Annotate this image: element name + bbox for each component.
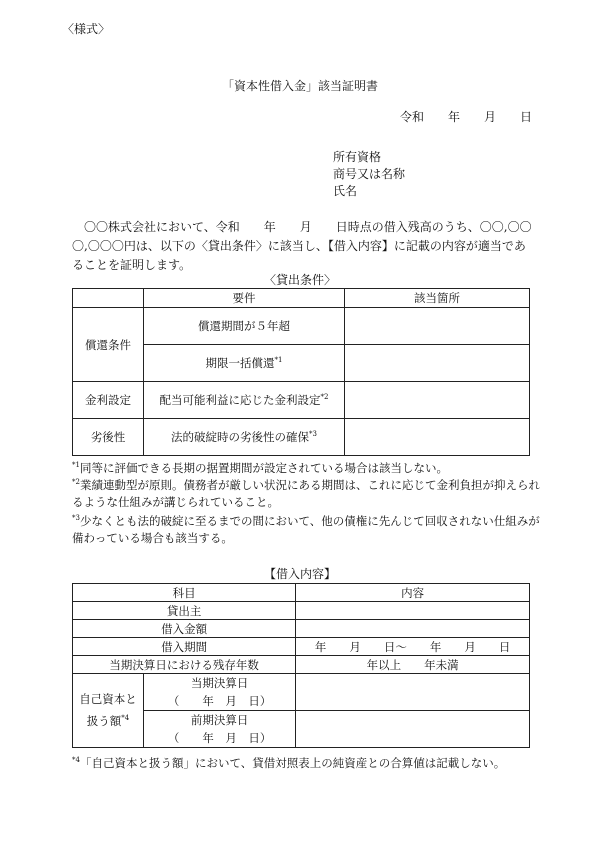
previous-fy-value bbox=[296, 711, 530, 748]
conditions-applicable-cell bbox=[345, 308, 530, 345]
loan-period-value: 年 月 日〜 年 月 日 bbox=[296, 638, 530, 656]
conditions-requirement: 期限一括償還 bbox=[205, 356, 275, 370]
equity-label-line2 bbox=[73, 709, 143, 731]
current-fy-date: （ 年 月 日） bbox=[167, 694, 272, 708]
loan-lender-label: 貸出主 bbox=[73, 602, 296, 620]
loan-col-content: 内容 bbox=[296, 584, 530, 602]
conditions-requirement: 配当可能利益に応じた金利設定 bbox=[159, 393, 321, 407]
conditions-applicable-cell bbox=[345, 419, 530, 456]
conditions-heading: 〈貸出条件〉 bbox=[263, 273, 336, 287]
conditions-requirement-cell bbox=[144, 345, 345, 382]
footnote-mark: *3 bbox=[309, 430, 317, 439]
certification-text: 〇〇株式会社において、令和 年 月 日時点の借入残高のうち、〇〇,〇〇〇,〇〇〇円は、以下の〈貸出条件〉に該当し、【借入内容】に記載の内容が適当であることを証明します。 bbox=[72, 220, 532, 272]
equity-amount-label bbox=[73, 674, 144, 748]
footnote-text: 少なくとも法的破綻に至るまでの間において、他の債権に先んじて回収されない仕組みが備わっている場合も該当する。 bbox=[72, 513, 540, 545]
footnote-text: 業績連動型が原則。債務者が厳しい状況にある期間は、これに応じて金利負担が抑えられるような仕組みが講じられていること。 bbox=[72, 477, 540, 509]
footnote-mark: *4 bbox=[121, 714, 130, 723]
footnote-text: 「自己資本と扱う額」において、貸借対照表上の純資産との合算値は記載しない。 bbox=[79, 755, 506, 770]
issuer-trade-name: 商号又は名称 bbox=[333, 167, 406, 181]
conditions-requirement: 償還期間が５年超 bbox=[144, 308, 345, 345]
conditions-requirement: 法的破綻時の劣後性の確保 bbox=[171, 430, 310, 444]
loan-period-label: 借入期間 bbox=[73, 638, 296, 656]
previous-fy-cell bbox=[144, 711, 296, 748]
footnote-mark: *4 bbox=[72, 756, 80, 764]
loan-table bbox=[72, 583, 530, 748]
loan-remaining-value: 年以上 年未満 bbox=[296, 656, 530, 674]
equity-label-line1: 自己資本と bbox=[79, 692, 137, 707]
conditions-col-requirement: 要件 bbox=[144, 289, 345, 308]
previous-fy-label: 前期決算日 bbox=[190, 713, 249, 727]
conditions-corner-cell bbox=[73, 289, 144, 308]
footnote-3 bbox=[72, 510, 542, 547]
loan-lender-value bbox=[296, 602, 530, 620]
conditions-requirement-cell bbox=[144, 382, 345, 419]
loan-amount-value bbox=[296, 620, 530, 638]
footnote-mark: *2 bbox=[72, 478, 80, 486]
conditions-category-redemption: 償還条件 bbox=[73, 308, 144, 382]
footnote-mark: *1 bbox=[72, 461, 80, 469]
document-title: 「資本性借入金」該当証明書 bbox=[221, 79, 378, 93]
footnote-mark: *2 bbox=[320, 393, 329, 402]
conditions-applicable-cell bbox=[345, 382, 530, 419]
previous-fy-date: （ 年 月 日） bbox=[167, 731, 272, 745]
current-fy-value bbox=[296, 674, 530, 711]
conditions-category-subordination: 劣後性 bbox=[73, 419, 144, 456]
loan-remaining-label: 当期決算日における残存年数 bbox=[73, 656, 296, 674]
loan-amount-label: 借入金額 bbox=[73, 620, 296, 638]
footnote-mark: *3 bbox=[72, 514, 80, 522]
loan-heading: 【借入内容】 bbox=[263, 567, 336, 581]
current-fy-cell bbox=[144, 674, 296, 711]
issue-date: 令和 年 月 日 bbox=[400, 110, 533, 124]
conditions-applicable-cell bbox=[345, 345, 530, 382]
form-label: 〈様式〉 bbox=[62, 22, 111, 36]
issuer-qualification: 所有資格 bbox=[333, 150, 382, 164]
issuer-name: 氏名 bbox=[333, 184, 358, 198]
conditions-category-interest: 金利設定 bbox=[73, 382, 144, 419]
footnote-2 bbox=[72, 474, 542, 511]
footnote-mark: *1 bbox=[274, 356, 283, 365]
conditions-table bbox=[72, 288, 530, 456]
footnote-text: 同等に評価できる長期の据置期間が設定されている場合は該当しない。 bbox=[79, 460, 448, 475]
footnote-4 bbox=[72, 752, 542, 772]
conditions-requirement-cell bbox=[144, 419, 345, 456]
equity-label-text: 扱う額 bbox=[86, 713, 122, 728]
current-fy-label: 当期決算日 bbox=[190, 676, 249, 690]
loan-col-item: 科目 bbox=[73, 584, 296, 602]
conditions-col-applicable: 該当箇所 bbox=[345, 289, 530, 308]
